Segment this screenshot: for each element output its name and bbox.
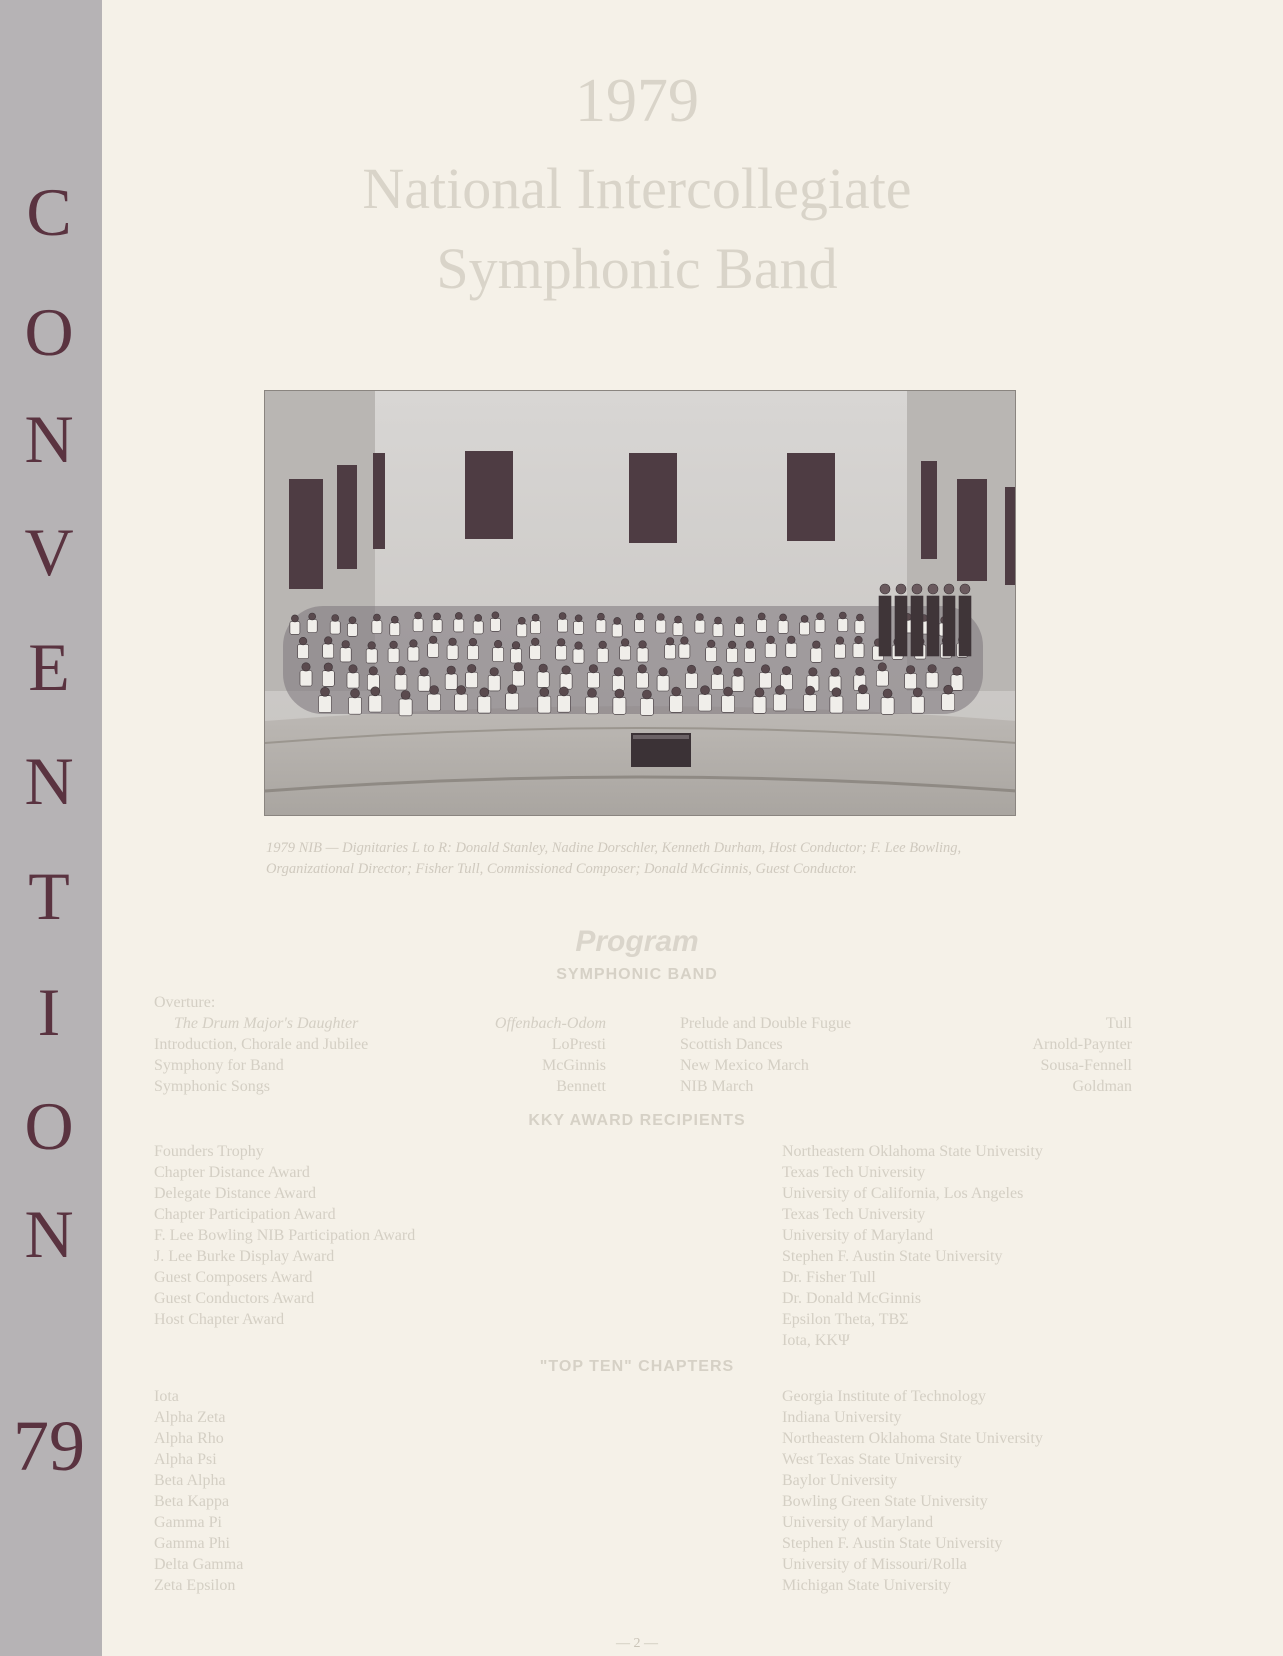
program-item: Scottish Dances Arnold-Paynter xyxy=(680,1036,1132,1053)
band-photo xyxy=(264,390,1016,816)
award-recipient: Dr. Donald McGinnis xyxy=(782,1290,922,1307)
program-item: Introduction, Chorale and Jubilee LoPresti xyxy=(154,1036,606,1053)
sidebar-letter: O xyxy=(24,294,74,370)
chapter-name: Delta Gamma xyxy=(154,1556,244,1573)
photo-caption: 1979 NIB — Dignitaries L to R: Donald Stanley, Nadine Dorschler, Kenneth Durham, Host Conductor; F. Lee Bowling, Organizational Director; Fisher Tull, Commissioned Composer; Donald McGinnis, Guest Conductor. xyxy=(266,840,962,878)
page-number: — 2 — xyxy=(616,1636,658,1651)
award-recipient: Iota, KKΨ xyxy=(782,1332,850,1349)
program-item: Symphonic Songs Bennett xyxy=(154,1078,606,1095)
program-item: Symphony for Band McGinnis xyxy=(154,1057,606,1074)
chapter-name: Zeta Epsilon xyxy=(154,1577,236,1594)
top-ten-heading: "TOP TEN" CHAPTERS xyxy=(539,1358,735,1375)
award-name: Delegate Distance Award xyxy=(154,1185,317,1202)
page-year: 1979 xyxy=(575,67,699,135)
award-name: Guest Conductors Award xyxy=(154,1290,315,1307)
award-name: Chapter Distance Award xyxy=(154,1164,310,1181)
band-photo-illustration xyxy=(265,391,1016,816)
chapter-school: Indiana University xyxy=(782,1409,902,1426)
symphonic-band-heading: SYMPHONIC BAND xyxy=(556,966,718,983)
chapter-school: Bowling Green State University xyxy=(782,1493,988,1510)
award-recipient: Texas Tech University xyxy=(782,1206,926,1223)
sidebar-letter: V xyxy=(24,514,74,590)
sidebar-letter: N xyxy=(24,743,74,819)
program-item: Prelude and Double Fugue Tull xyxy=(680,1015,1132,1032)
chapter-name: Beta Kappa xyxy=(154,1493,230,1510)
chapter-school: Baylor University xyxy=(782,1472,898,1489)
award-name: Founders Trophy xyxy=(154,1143,264,1160)
award-name: J. Lee Burke Display Award xyxy=(154,1248,335,1265)
sidebar-letter: E xyxy=(28,629,70,705)
chapter-school: Northeastern Oklahoma State University xyxy=(782,1430,1043,1447)
award-recipient: Dr. Fisher Tull xyxy=(782,1269,876,1286)
chapter-school: West Texas State University xyxy=(782,1451,962,1468)
program-item: Overture: xyxy=(154,994,216,1011)
top-ten-schools-list xyxy=(782,1386,1162,1596)
program-right-list xyxy=(680,1013,1132,1097)
award-recipient: Texas Tech University xyxy=(782,1164,926,1181)
chapter-school: University of Maryland xyxy=(782,1514,934,1531)
sidebar-letter: N xyxy=(24,1196,74,1272)
program-title: Program xyxy=(575,925,699,958)
awards-heading: KKY AWARD RECIPIENTS xyxy=(528,1112,746,1129)
award-recipient: University of Maryland xyxy=(782,1227,934,1244)
award-recipient: Northeastern Oklahoma State University xyxy=(782,1143,1043,1160)
sidebar-year: 79 xyxy=(13,1406,85,1486)
sidebar-letter: N xyxy=(24,401,74,477)
award-recipient: University of California, Los Angeles xyxy=(782,1185,1024,1202)
award-name: F. Lee Bowling NIB Participation Award xyxy=(154,1227,416,1244)
program-item: NIB March Goldman xyxy=(680,1078,1132,1095)
sidebar-letter: O xyxy=(24,1088,74,1164)
sidebar-letter: T xyxy=(28,858,70,934)
top-ten-chapters-list xyxy=(154,1386,454,1596)
sidebar-strip xyxy=(0,0,102,1656)
program-item: The Drum Major's Daughter Offenbach-Odom xyxy=(174,1015,606,1032)
award-recipient: Epsilon Theta, TBΣ xyxy=(782,1311,909,1328)
award-names-list xyxy=(154,1141,634,1330)
award-name: Host Chapter Award xyxy=(154,1311,285,1328)
award-name: Guest Composers Award xyxy=(154,1269,313,1286)
award-name: Chapter Participation Award xyxy=(154,1206,336,1223)
chapter-name: Alpha Rho xyxy=(154,1430,224,1447)
chapter-name: Iota xyxy=(154,1388,179,1405)
chapter-name: Beta Alpha xyxy=(154,1472,226,1489)
program-left-list xyxy=(154,992,606,1097)
chapter-name: Gamma Pi xyxy=(154,1514,222,1531)
chapter-school: University of Missouri/Rolla xyxy=(782,1556,967,1573)
program-item: New Mexico March Sousa-Fennell xyxy=(680,1057,1132,1074)
award-recipient: Stephen F. Austin State University xyxy=(782,1248,1003,1265)
chapter-name: Alpha Zeta xyxy=(154,1409,226,1426)
page-title-line2: Symphonic Band xyxy=(436,236,838,301)
sidebar-letter: I xyxy=(37,974,61,1050)
chapter-name: Alpha Psi xyxy=(154,1451,217,1468)
sidebar-letter: C xyxy=(26,174,72,250)
award-recipients-list xyxy=(782,1141,1162,1351)
chapter-school: Michigan State University xyxy=(782,1577,951,1594)
chapter-school: Stephen F. Austin State University xyxy=(782,1535,1003,1552)
page-title-line1: National Intercollegiate xyxy=(362,156,912,221)
chapter-school: Georgia Institute of Technology xyxy=(782,1388,987,1405)
chapter-name: Gamma Phi xyxy=(154,1535,230,1552)
